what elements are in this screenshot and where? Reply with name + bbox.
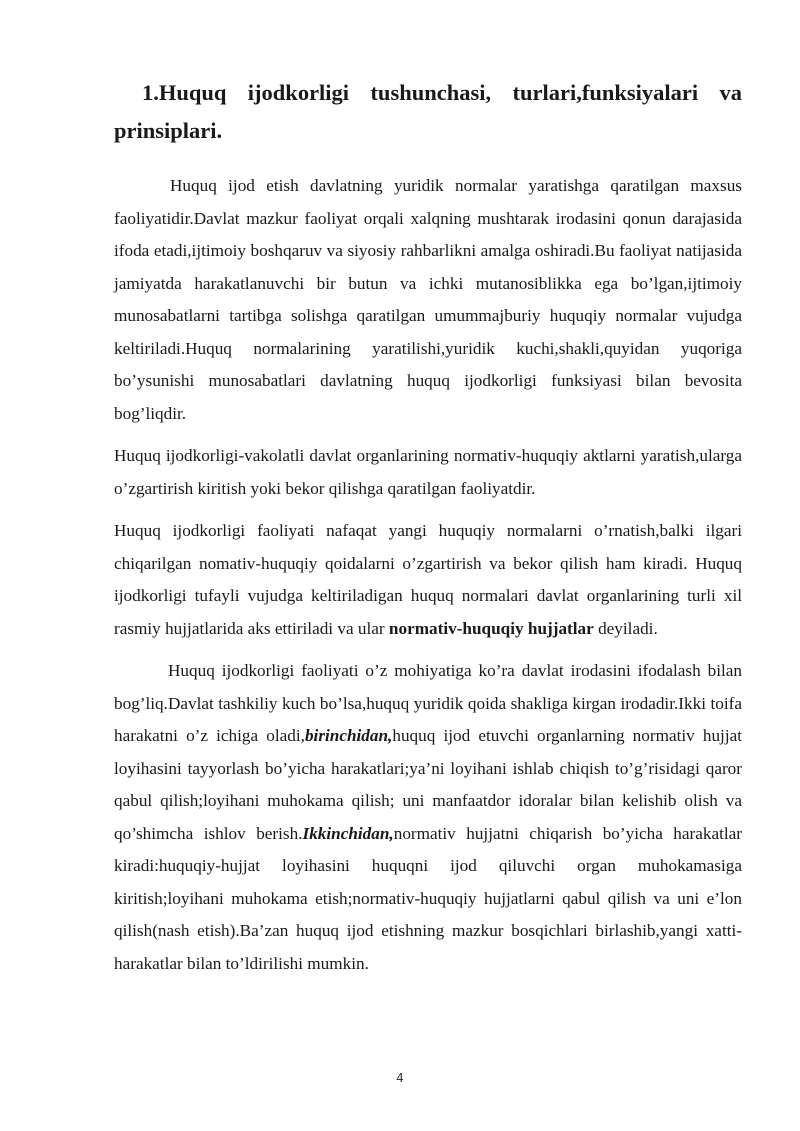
paragraph-definition: Huquq ijod etish davlatning yuridik normalar yaratishga qaratilgan maxsus faoliyatidir.Davlat mazkur faoliyat orqali xalqning mushtarak irodasini qonun darajasida ifoda etadi,ijtimoiy boshqaruv va siyosiy rahbarlikni amalga oshiradi.Bu faoliyat natijasida jamiyatda harakatlanuvchi bir butun va ichki mutanosiblikka ega bo’lgan,ijtimoiy munosabatlarni tartibga solishga qaratilgan umummajburiy huquqiy normalar vujudga keltiriladi.Huquq normalarining yaratilishi,yuridik kuchi,shakli,quyidan yuqoriga bo’ysunishi munosabatlari davlatning huquq ijodkorligi funksiyasi bilan bevosita bog’liqdir. [114, 176, 742, 423]
paragraph-two-stages [114, 655, 742, 980]
term-second: Ikkinchidan, [302, 823, 394, 843]
paragraph-law-making-definition: Huquq ijodkorligi-vakolatli davlat organlarining normativ-huquqiy aktlarni yaratish,ularga o’zgartirish kiritish yoki bekor qilishga qaratilgan faoliyatdir. [114, 446, 742, 498]
document-page [114, 74, 742, 990]
paragraph-normative-acts-text: Huquq ijodkorligi faoliyati nafaqat yangi huquqiy normalarni o’rnatish,balki ilgari chiqarilgan nomativ-huquqiy qoidalarni o’zgartirish va bekor qilish ham kiradi. Huquq ijodkorligi tufayli vujudga keltiriladigan huquq normalari davlat organlarining turli xil rasmiy hujjatlarida aks ettiriladi va ular [114, 521, 742, 638]
term-normative-acts: normativ-huquqiy hujjatlar [388, 618, 594, 638]
paragraph-normative-acts [114, 515, 742, 645]
term-first: birinchidan, [304, 726, 393, 745]
page-number: 4 [396, 1071, 404, 1085]
section-heading: 1.Huquq ijodkorligi tushunchasi, turlari,funksiyalari va prinsiplari. [114, 80, 742, 143]
paragraph-two-stages-middle: huquq ijod etuvchi organlarning normativ hujjat loyihasini tayyorlash bo’yicha harakatlari;ya’ni loyihani ishlab chiqish to’g’risidagi qaror qabul qilish;loyihani muhokama qilish; uni manfaatdor idoralar bilan kelishib olish va qo’shimcha ishlov berish. [114, 726, 743, 843]
paragraph-normative-acts-tail: deyiladi. [593, 618, 658, 638]
paragraph-two-stages-end: normativ hujjatni chiqarish bo’yicha harakatlar kiradi:huquqiy-hujjat loyihasini huquqni ijod qiluvchi organ muhokamasiga kiritish;loyihani muhokama etish;normativ-huquqiy hujjatlarni qabul qilish va uni e’lon qilish(nash etish).Ba’zan huquq ijod etishning mazkur bosqichlari birlashib,yangi xatti-harakatlar bilan to’ldirilishi mumkin. [114, 823, 742, 973]
paragraph-two-stages-intro: Huquq ijodkorligi faoliyati o’z mohiyatiga ko’ra davlat irodasini ifodalash bilan bog’liq.Davlat tashkiliy kuch bo’lsa,huquq yuridik qoida shakliga kirgan irodadir.Ikki toifa harakatni o’z ichiga oladi, [114, 661, 742, 745]
